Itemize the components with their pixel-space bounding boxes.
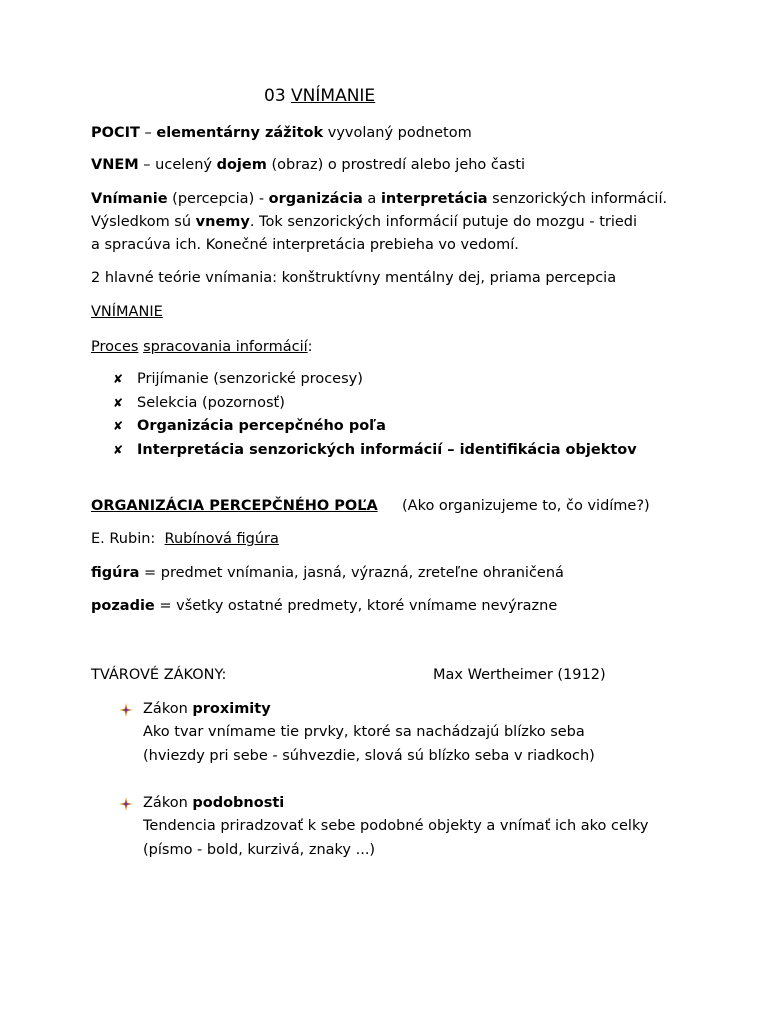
figura-term: figúra: [91, 565, 140, 581]
pocit-definition: [91, 123, 472, 143]
pozadie-term: pozadie: [91, 598, 155, 614]
x-mark-icon: ✘: [113, 419, 124, 433]
title-number: 03: [264, 86, 286, 106]
figura-rest: = predmet vnímania, jasná, výrazná, zreteľne ohraničená: [139, 565, 564, 581]
section-vnimanie-label: VNÍMANIE: [91, 304, 163, 320]
page-title: [264, 86, 375, 106]
organization-heading-label: ORGANIZÁCIA PERCEPČNÉHO POĽA: [91, 498, 378, 514]
vnimanie-definition-line1: [91, 189, 667, 209]
law-prefix: Zákon: [143, 795, 193, 811]
list-item-label: Organizácia percepčného poľa: [137, 418, 386, 434]
pozadie-rest: = všetky ostatné predmety, ktoré vnímame nevýrazne: [154, 598, 558, 614]
vnimanie-definition-line3: a spracúva ich. Konečné interpretácia prebieha vo vedomí.: [91, 237, 519, 253]
pocit-dash: –: [139, 125, 157, 141]
list-item: [113, 440, 637, 460]
process-word2: spracovania informácií: [143, 339, 308, 355]
laws-heading: TVÁROVÉ ZÁKONY:: [91, 667, 227, 683]
law-proximity-line1: Ako tvar vnímame tie prvky, ktoré sa nachádzajú blízko seba: [143, 724, 585, 740]
process-heading: [91, 337, 313, 357]
law-similarity-title: [143, 793, 284, 813]
pozadie-definition: [91, 596, 557, 616]
vnimanie-part2: a: [362, 191, 381, 207]
vnem-term: VNEM: [91, 157, 139, 173]
four-point-star-bullet-icon: [119, 703, 133, 717]
vnimanie-term: Vnímanie: [91, 191, 168, 207]
list-item-label: Interpretácia senzorických informácií – identifikácia objektov: [137, 442, 637, 458]
vnimanie-line2-b: . Tok senzorických informácií putuje do mozgu - triedi: [249, 214, 638, 230]
four-point-star-bullet-icon: [119, 797, 133, 811]
vnem-dash: – ucelený: [138, 157, 217, 173]
list-item: [113, 416, 386, 436]
list-item: [113, 393, 285, 413]
vnimanie-part1: (percepcia) -: [167, 191, 269, 207]
list-item: [113, 369, 363, 389]
list-item-label: Prijímanie (senzorické procesy): [137, 371, 363, 387]
section-vnimanie-heading: [91, 302, 163, 322]
list-item-label: Selekcia (pozornosť): [137, 395, 285, 411]
process-colon: :: [307, 339, 313, 355]
law-similarity-line2: (písmo - bold, kurzivá, znaky ...): [143, 842, 376, 858]
rubin-prefix: E. Rubin:: [91, 531, 165, 547]
law-name: podobnosti: [192, 795, 285, 811]
x-mark-icon: ✘: [113, 443, 124, 457]
law-proximity-line2: (hviezdy pri sebe - súhvezdie, slová sú blízko seba v riadkoch): [143, 748, 595, 764]
vnimanie-bold1: organizácia: [268, 191, 363, 207]
organization-note: (Ako organizujeme to, čo vidíme?): [402, 498, 650, 514]
pocit-bold: elementárny zážitok: [156, 125, 324, 141]
process-word1: Proces: [91, 339, 139, 355]
vnem-rest: (obraz) o prostredí alebo jeho časti: [266, 157, 526, 173]
pocit-term: POCIT: [91, 125, 140, 141]
vnimanie-line2-bold: vnemy: [195, 214, 250, 230]
x-mark-icon: ✘: [113, 396, 124, 410]
rubin-figure-link: Rubínová figúra: [164, 531, 279, 547]
organization-heading: [91, 496, 378, 516]
vnimanie-definition-line2: [91, 212, 637, 232]
theories-text: 2 hlavné teórie vnímania: konštruktívny mentálny dej, priama percepcia: [91, 270, 617, 286]
law-proximity-title: [143, 699, 271, 719]
law-name: proximity: [192, 701, 271, 717]
vnem-definition: [91, 155, 525, 175]
figura-definition: [91, 563, 564, 583]
x-mark-icon: ✘: [113, 372, 124, 386]
law-similarity-line1: Tendencia priradzovať k sebe podobné objekty a vnímať ich ako celky: [143, 818, 649, 834]
pocit-rest: vyvolaný podnetom: [323, 125, 472, 141]
vnimanie-line2-a: Výsledkom sú: [91, 214, 196, 230]
vnem-bold: dojem: [216, 157, 267, 173]
title-word: VNÍMANIE: [291, 86, 376, 106]
vnimanie-part3: senzorických informácií.: [487, 191, 668, 207]
vnimanie-bold2: interpretácia: [380, 191, 488, 207]
law-prefix: Zákon: [143, 701, 193, 717]
rubin-line: [91, 529, 279, 549]
laws-author: Max Wertheimer (1912): [433, 667, 606, 683]
